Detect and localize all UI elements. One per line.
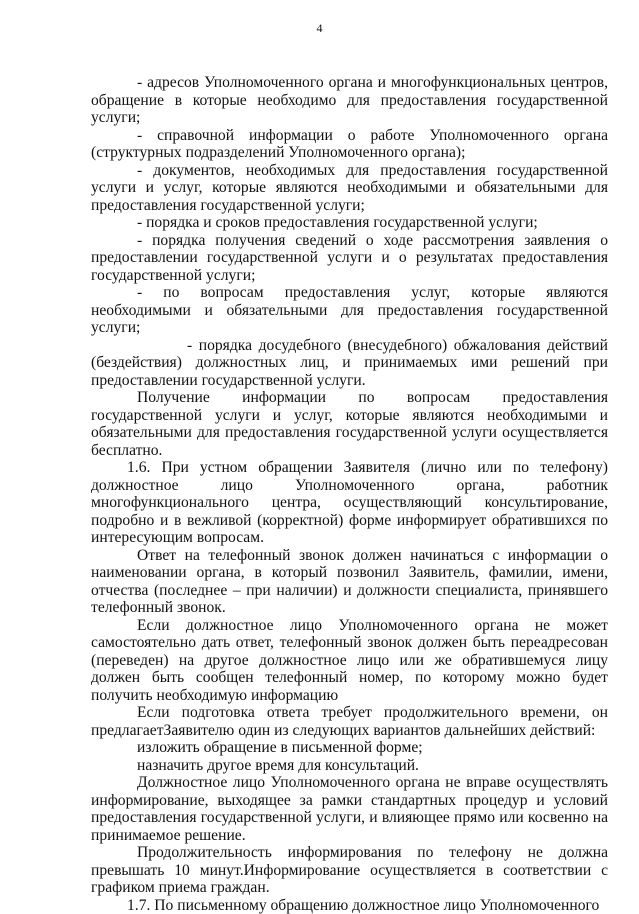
paragraph-restrictions: Должностное лицо Уполномоченного органа не вправе осуществлять информирование, выходящее за рамки стандартных процедур и условий предоставления государственной услуги, и влияющее прямо или косвенно на принимаемое решение. [91, 774, 608, 844]
paragraph-appeal-procedure: - порядка досудебного (внесудебного) обжалования действий (бездействия) должностных лиц, и принимаемых ими решений при предоставлении государственной услуги. [91, 337, 608, 390]
paragraph-reference-info: - справочной информации о работе Уполномоченного органа (структурных подразделений Уполномоченного органа); [91, 127, 608, 162]
paragraph-option-written: изложить обращение в письменной форме; [91, 739, 608, 757]
paragraph-section-1-6: 1.6. При устном обращении Заявителя (лично или по телефону) должностное лицо Уполномоченного органа, работник многофункционального центра, осуществляющий консультирование, подробно и в вежливой (корректной) форме информирует обратившихся по интересующим вопросам. [91, 459, 608, 547]
paragraph-duration: Продолжительность информирования по телефону не должна превышать 10 минут.Информирование осуществляется в соответствии с графиком приема граждан. [91, 844, 608, 897]
paragraph-status-info: - порядка получения сведений о ходе рассмотрения заявления о предоставлении государственной услуги и о результатах предоставления государственной услуги; [91, 232, 608, 285]
paragraph-section-1-7: 1.7. По письменному обращению должностное лицо Уполномоченного [91, 897, 608, 914]
paragraph-long-preparation: Если подготовка ответа требует продолжительного времени, он предлагаетЗаявителю один из следующих вариантов дальнейших действий: [91, 704, 608, 739]
paragraph-redirect-call: Если должностное лицо Уполномоченного органа не может самостоятельно дать ответ, телефонный звонок должен быть переадресован (переведен) на другое должностное лицо или же обратившемуся лицу должен быть сообщен телефонный номер, по которому можно будет получить необходимую информацию [91, 617, 608, 705]
paragraph-option-reschedule: назначить другое время для консультаций. [91, 757, 608, 775]
document-body [91, 74, 608, 914]
paragraph-terms: - порядка и сроков предоставления государственной услуги; [91, 214, 608, 232]
paragraph-phone-answer: Ответ на телефонный звонок должен начинаться с информации о наименовании органа, в который позвонил Заявитель, фамилии, имени, отчества (последнее – при наличии) и должности специалиста, принявшего телефонный звонок. [91, 547, 608, 617]
page-number: 4 [0, 21, 639, 35]
paragraph-addresses: - адресов Уполномоченного органа и многофункциональных центров, обращение в которые необходимо для предоставления государственной услуги; [91, 74, 608, 127]
paragraph-required-services: - по вопросам предоставления услуг, которые являются необходимыми и обязательными для предоставления государственной услуги; [91, 284, 608, 337]
paragraph-documents: - документов, необходимых для предоставления государственной услуги и услуг, которые являются необходимыми и обязательными для предоставления государственной услуги; [91, 162, 608, 215]
paragraph-free-of-charge: Получение информации по вопросам предоставления государственной услуги и услуг, которые являются необходимыми и обязательными для предоставления государственной услуги осуществляется бесплатно. [91, 389, 608, 459]
